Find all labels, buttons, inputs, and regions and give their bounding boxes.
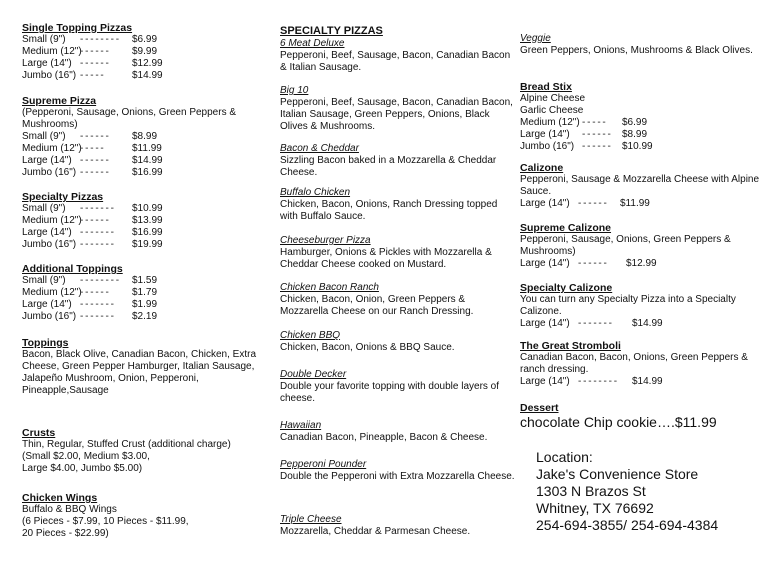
price-row: Medium (12") - - - - - $11.99: [22, 143, 162, 154]
specialty-item: Hawaiian Canadian Bacon, Pineapple, Bacon & Cheese.: [280, 420, 488, 443]
section-title: Additional Toppings: [22, 263, 123, 275]
section-title: Toppings: [22, 337, 69, 349]
specialty-item: Buffalo Chicken Chicken, Bacon, Onions, Ranch Dressing topped with Buffalo Sauce.: [280, 187, 498, 222]
specialty-item: Cheeseburger Pizza Hamburger, Onions & Pickles with Mozzarella & Cheddar Cheese cooked on Mustard.: [280, 235, 492, 270]
specialty-item: Triple Cheese Mozzarella, Cheddar & Parmesan Cheese.: [280, 514, 471, 537]
price-row: Medium (12") - - - - - - $13.99: [22, 215, 163, 226]
section-title: The Great Stromboli: [520, 340, 621, 352]
veggie-item: Veggie Green Peppers, Onions, Mushrooms & Black Olives.: [520, 33, 753, 56]
store-phones: 254-694-3855/ 254-694-4384: [536, 517, 719, 533]
specialty-calizone-section: Specialty Calizone You can turn any Specialty Pizza into a Specialty Calizone. Large (14") - - - - - - - $14.99: [520, 282, 770, 330]
specialty-item: Bacon & Cheddar Sizzling Bacon baked in a Mozzarella & Cheddar Cheese.: [280, 143, 497, 178]
calizone-section: Calizone Pepperoni, Sausage & Mozzarella Cheese with Alpine Sauce. Large (14") - - - - - - $11.99: [520, 162, 770, 210]
specialty-pizzas-section: [22, 191, 260, 251]
section-title: Calizone: [520, 162, 564, 174]
price-row: Small (9") - - - - - - - $10.99: [22, 203, 163, 214]
price-row: Jumbo (16") - - - - - - - $2.19: [22, 311, 158, 322]
specialty-item: Chicken BBQ Chicken, Bacon, Onions & BBQ Sauce.: [280, 330, 455, 353]
single-topping-section: [22, 22, 260, 82]
supreme-calizone-section: Supreme Calizone Pepperoni, Sausage, Onions, Green Peppers & Mushrooms) Large (14") - - - - - - $12.99: [520, 222, 770, 270]
great-stromboli-section: The Great Stromboli Canadian Bacon, Bacon, Onions, Green Peppers & ranch dressing. Large (14") - - - - - - - - $14.99: [520, 340, 770, 388]
toppings-list: Bacon, Black Olive, Canadian Bacon, Chicken, Extra Cheese, Green Pepper Hamburger, Italian Sausage, Jalapeño Mushroom, Onion, Pepperoni, Pineapple,Sausage: [22, 349, 257, 396]
price-row: Small (9") - - - - - - - - $6.99: [22, 34, 158, 45]
chicken-wings-section: Chicken Wings Buffalo & BBQ Wings (6 Pieces - $7.99, 10 Pieces - $11.99, 20 Pieces - $22.99): [22, 492, 260, 540]
dessert-section: [520, 402, 770, 431]
specialty-item: Chicken Bacon Ranch Chicken, Bacon, Onion, Green Peppers & Mozzarella Cheese on our Ranch Dressing.: [280, 282, 474, 317]
section-title: Single Topping Pizzas: [22, 22, 133, 34]
specialty-header: SPECIALTY PIZZAS: [280, 25, 383, 37]
price-row: Small (9") - - - - - - - - $1.59: [22, 275, 158, 286]
price-row: Medium (12") - - - - - $6.99: [520, 117, 648, 128]
specialty-item: Pepperoni Pounder Double the Pepperoni with Extra Mozzarella Cheese.: [280, 459, 515, 482]
section-title: Specialty Calizone: [520, 282, 613, 294]
dessert-item: chocolate Chip cookie….$11.99: [520, 414, 717, 430]
section-title: Specialty Pizzas: [22, 191, 104, 203]
price-row: Jumbo (16") - - - - - - $16.99: [22, 167, 163, 178]
store-city: Whitney, TX 76692: [536, 500, 654, 516]
price-row: Jumbo (16") - - - - - - $10.99: [520, 141, 653, 152]
section-desc: (Pepperoni, Sausage, Onions, Green Peppers & Mushrooms): [22, 107, 237, 130]
price-row: Large (14") - - - - - - $11.99: [520, 198, 650, 209]
store-name: Jake's Convenience Store: [536, 466, 699, 482]
store-street: 1303 N Brazos St: [536, 483, 646, 499]
price-row: Large (14") - - - - - - - $1.99: [22, 299, 158, 310]
price-row: Large (14") - - - - - - $12.99: [520, 258, 657, 269]
price-row: Large (14") - - - - - - $12.99: [22, 58, 163, 69]
section-title: Dessert: [520, 402, 559, 414]
price-row: Small (9") - - - - - - $8.99: [22, 131, 158, 142]
price-row: Medium (12") - - - - - - $9.99: [22, 46, 158, 57]
additional-toppings-section: [22, 263, 260, 323]
price-row: Large (14") - - - - - - $8.99: [520, 129, 648, 140]
section-title: Supreme Pizza: [22, 95, 97, 107]
price-row: Large (14") - - - - - - - - $14.99: [520, 376, 663, 387]
price-row: Large (14") - - - - - - - $14.99: [520, 318, 663, 329]
location-section: [536, 449, 770, 534]
price-row: Jumbo (16") - - - - - - - $19.99: [22, 239, 163, 250]
section-title: Bread Stix: [520, 81, 572, 93]
price-row: Medium (12") - - - - - - $1.79: [22, 287, 158, 298]
price-row: Large (14") - - - - - - - $16.99: [22, 227, 163, 238]
price-row: Jumbo (16") - - - - - $14.99: [22, 70, 163, 81]
specialty-item: Double Decker Double your favorite topping with double layers of cheese.: [280, 369, 500, 404]
crusts-section: Crusts Thin, Regular, Stuffed Crust (additional charge) (Small $2.00, Medium $3.00, Large $4.00, Jumbo $5.00): [22, 427, 260, 475]
bread-stix-section: Bread Stix Alpine Cheese Garlic Cheese Medium (12") - - - - - $6.99 Large (14") - - - - - - $8.99 Jumbo (16") - - - - - - $10.99: [520, 81, 770, 153]
section-title: Supreme Calizone: [520, 222, 612, 234]
specialty-item: Big 10 Pepperoni, Beef, Sausage, Bacon, Canadian Bacon, Italian Sausage, Green Peppers, Onions, Black Olives & Mushrooms.: [280, 85, 513, 132]
toppings-section: [22, 337, 260, 397]
section-title: Crusts: [22, 427, 56, 439]
supreme-pizza-section: [22, 95, 260, 179]
location-label: Location:: [536, 449, 593, 465]
section-title: Chicken Wings: [22, 492, 98, 504]
price-row: Large (14") - - - - - - $14.99: [22, 155, 163, 166]
specialty-item: 6 Meat Deluxe Pepperoni, Beef, Sausage, Bacon, Canadian Bacon & Italian Sausage.: [280, 38, 511, 73]
